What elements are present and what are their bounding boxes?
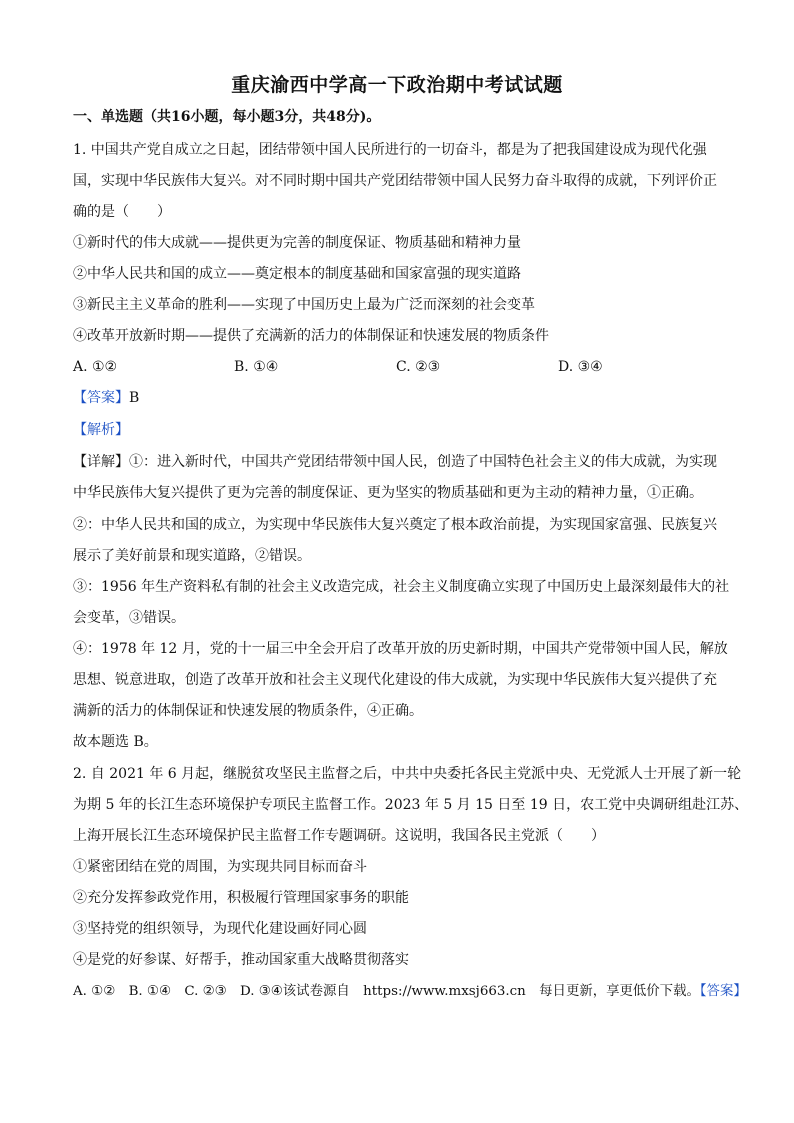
q1-stem-line-1: 1. 中国共产党自成立之日起，团结带领中国人民所进行的一切奋斗，都是为了把我国建设成为现代化强	[73, 142, 707, 158]
q1-detail-4: 展示了美好前景和现实道路，②错误。	[73, 548, 311, 564]
q1-option-d: D. ③④	[558, 359, 603, 375]
q1-detail-5: ③：1956 年生产资料私有制的社会主义改造完成，社会主义制度确立实现了中国历史上最深刻最伟大的社	[73, 579, 730, 595]
q2-stem-line-3: 上海开展长江生态环境保护民主监督工作专题调研。这说明，我国各民主党派（ ）	[73, 828, 605, 844]
q2-statement-4: ④是党的好参谋、好帮手，推动国家重大战略贯彻落实	[73, 952, 409, 968]
q1-detail-7: ④：1978 年 12 月，党的十一届三中全会开启了改革开放的历史新时期，中国共产党带领中国人民，解放	[73, 641, 728, 657]
q2-options-line	[73, 982, 747, 1002]
q1-detail-8: 思想、锐意进取，创造了改革开放和社会主义现代化建设的伟大成就，为实现中华民族伟大复兴提供了充	[73, 672, 717, 688]
q2-stem-line-1: 2. 自 2021 年 6 月起，继脱贫攻坚民主监督之后，中共中央委托各民主党派中央、无党派人士开展了新一轮	[73, 766, 742, 782]
q1-detail-2: 中华民族伟大复兴提供了更为完善的制度保证、更为坚实的物质基础和更为主动的精神力量，①正确。	[73, 485, 703, 501]
answer-tag: 【答案】	[73, 390, 129, 406]
q2-statement-1: ①紧密团结在党的周围，为实现共同目标而奋斗	[73, 859, 367, 875]
section-heading: 一、单选题（共16小题，每小题3分，共48分)。	[73, 109, 381, 125]
answer-value: B	[129, 390, 140, 406]
q1-statement-4: ④改革开放新时期——提供了充满新的活力的体制保证和快速发展的物质条件	[73, 328, 549, 344]
q1-detail-1: 【详解】①：进入新时代，中国共产党团结带领中国人民，创造了中国特色社会主义的伟大成就，为实现	[73, 454, 717, 470]
q2-answer-tag: 【答案】	[699, 984, 747, 999]
q2-statement-2: ②充分发挥参政党作用，积极履行管理国家事务的职能	[73, 890, 409, 906]
q1-stem-line-2: 国，实现中华民族伟大复兴。对不同时期中国共产党团结带领中国人民努力奋斗取得的成就，下列评价正	[73, 173, 717, 189]
q1-detail-3: ②：中华人民共和国的成立，为实现中华民族伟大复兴奠定了根本政治前提，为实现国家富强、民族复兴	[73, 517, 717, 533]
q1-detail-9: 满新的活力的体制保证和快速发展的物质条件，④正确。	[73, 703, 423, 719]
q1-answer	[73, 388, 139, 408]
q2-stem-line-2: 为期 5 年的长江生态环境保护专项民主监督工作。2023 年 5 月 15 日至 19 日，农工党中央调研组赴江苏、	[73, 797, 749, 813]
q1-option-a: A. ①②	[73, 359, 118, 375]
q2-statement-3: ③坚持党的组织领导，为现代化建设画好同心圆	[73, 921, 367, 937]
page-title: 重庆渝西中学高一下政治期中考试试题	[231, 74, 563, 96]
q2-options: A. ①② B. ①④ C. ②③ D. ③④该试卷源自 https://www.mxsj663.cn 每日更新，享更低价下载。	[73, 984, 700, 999]
q1-detail-10: 故本题选 B。	[73, 734, 158, 750]
q1-statement-3: ③新民主主义革命的胜利——实现了中国历史上最为广泛而深刻的社会变革	[73, 297, 535, 313]
q1-stem-line-3: 确的是（ ）	[73, 204, 171, 220]
analysis-tag: 【解析】	[73, 422, 129, 438]
q1-statement-1: ①新时代的伟大成就——提供更为完善的制度保证、物质基础和精神力量	[73, 235, 521, 251]
q1-option-b: B. ①④	[234, 359, 279, 375]
q1-option-c: C. ②③	[396, 359, 441, 375]
q1-statement-2: ②中华人民共和国的成立——奠定根本的制度基础和国家富强的现实道路	[73, 266, 521, 282]
q1-detail-6: 会变革，③错误。	[73, 610, 185, 626]
